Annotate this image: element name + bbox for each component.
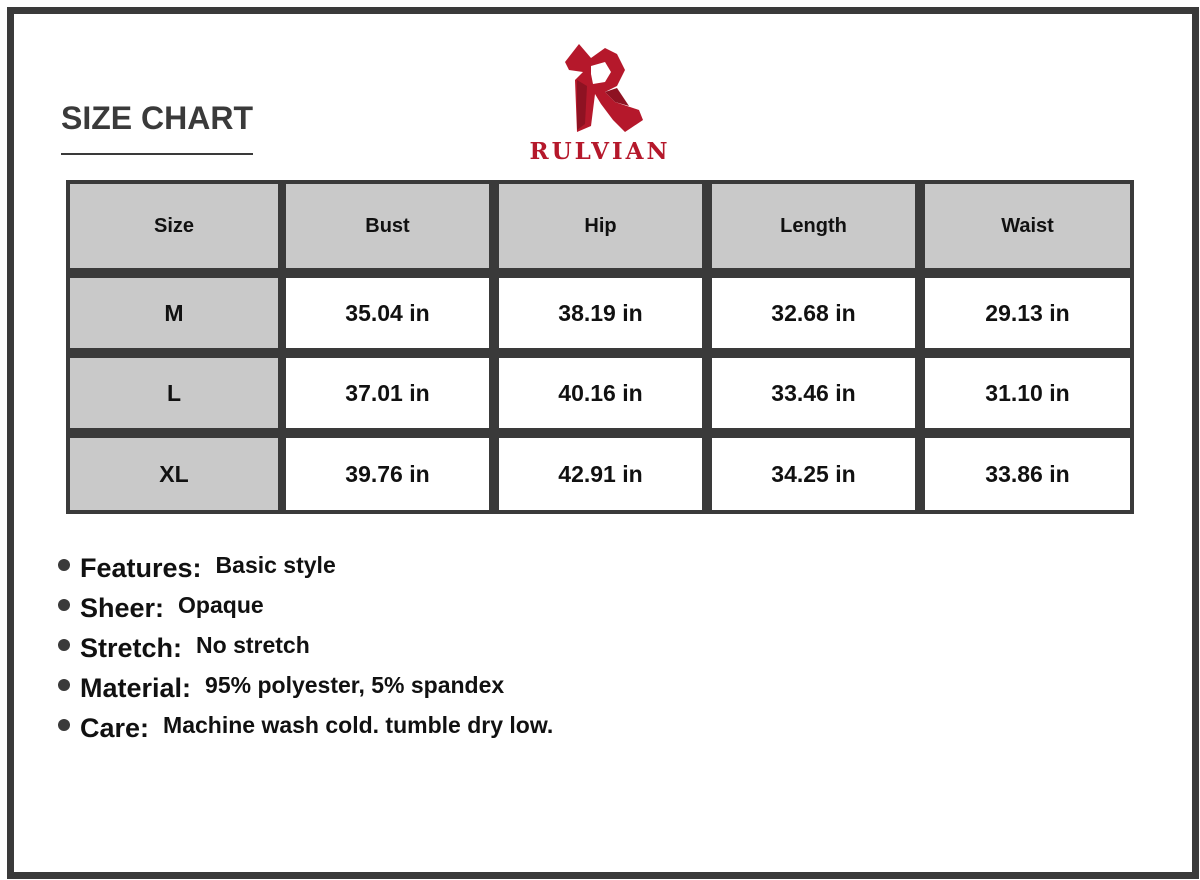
column-header-hip: Hip bbox=[499, 184, 702, 268]
bust-cell: 37.01 in bbox=[286, 358, 489, 428]
feature-value: Opaque bbox=[178, 591, 264, 618]
table-row bbox=[66, 264, 1134, 348]
bullet-icon bbox=[58, 599, 70, 611]
waist-cell: 31.10 in bbox=[925, 358, 1130, 428]
hip-cell: 38.19 in bbox=[499, 278, 702, 348]
list-item bbox=[58, 585, 553, 625]
waist-cell: 29.13 in bbox=[925, 278, 1130, 348]
size-cell: M bbox=[70, 278, 278, 348]
size-cell: XL bbox=[70, 438, 278, 510]
length-cell: 33.46 in bbox=[712, 358, 915, 428]
feature-label: Sheer: bbox=[80, 592, 165, 623]
bullet-icon bbox=[58, 559, 70, 571]
title-underline bbox=[61, 153, 253, 155]
feature-value: No stretch bbox=[196, 631, 310, 658]
features-list bbox=[58, 545, 553, 745]
list-item bbox=[58, 545, 553, 585]
bust-cell: 35.04 in bbox=[286, 278, 489, 348]
table-row bbox=[66, 431, 1134, 515]
column-header-waist: Waist bbox=[925, 184, 1130, 268]
page-title: SIZE CHART bbox=[61, 100, 253, 136]
waist-cell: 33.86 in bbox=[925, 438, 1130, 510]
bullet-icon bbox=[58, 679, 70, 691]
size-chart-table bbox=[66, 180, 1134, 514]
feature-label: Material: bbox=[80, 672, 192, 703]
r-monogram-icon bbox=[555, 40, 649, 136]
list-item bbox=[58, 625, 553, 665]
feature-label: Features: bbox=[80, 552, 202, 583]
brand-name: RULVIAN bbox=[529, 138, 671, 165]
feature-label: Care: bbox=[80, 712, 150, 743]
feature-value: Machine wash cold. tumble dry low. bbox=[163, 711, 554, 738]
list-item bbox=[58, 665, 553, 705]
feature-value: Basic style bbox=[215, 551, 336, 578]
bullet-icon bbox=[58, 639, 70, 651]
list-item bbox=[58, 705, 553, 745]
size-cell: L bbox=[70, 358, 278, 428]
table-row bbox=[66, 347, 1134, 431]
table-header-row bbox=[66, 180, 1134, 264]
length-cell: 34.25 in bbox=[712, 438, 915, 510]
column-header-bust: Bust bbox=[286, 184, 489, 268]
length-cell: 32.68 in bbox=[712, 278, 915, 348]
feature-value: 95% polyester, 5% spandex bbox=[205, 671, 505, 698]
bust-cell: 39.76 in bbox=[286, 438, 489, 510]
column-header-size: Size bbox=[70, 184, 278, 268]
hip-cell: 42.91 in bbox=[499, 438, 702, 510]
feature-label: Stretch: bbox=[80, 632, 183, 663]
column-header-length: Length bbox=[712, 184, 915, 268]
hip-cell: 40.16 in bbox=[499, 358, 702, 428]
bullet-icon bbox=[58, 719, 70, 731]
